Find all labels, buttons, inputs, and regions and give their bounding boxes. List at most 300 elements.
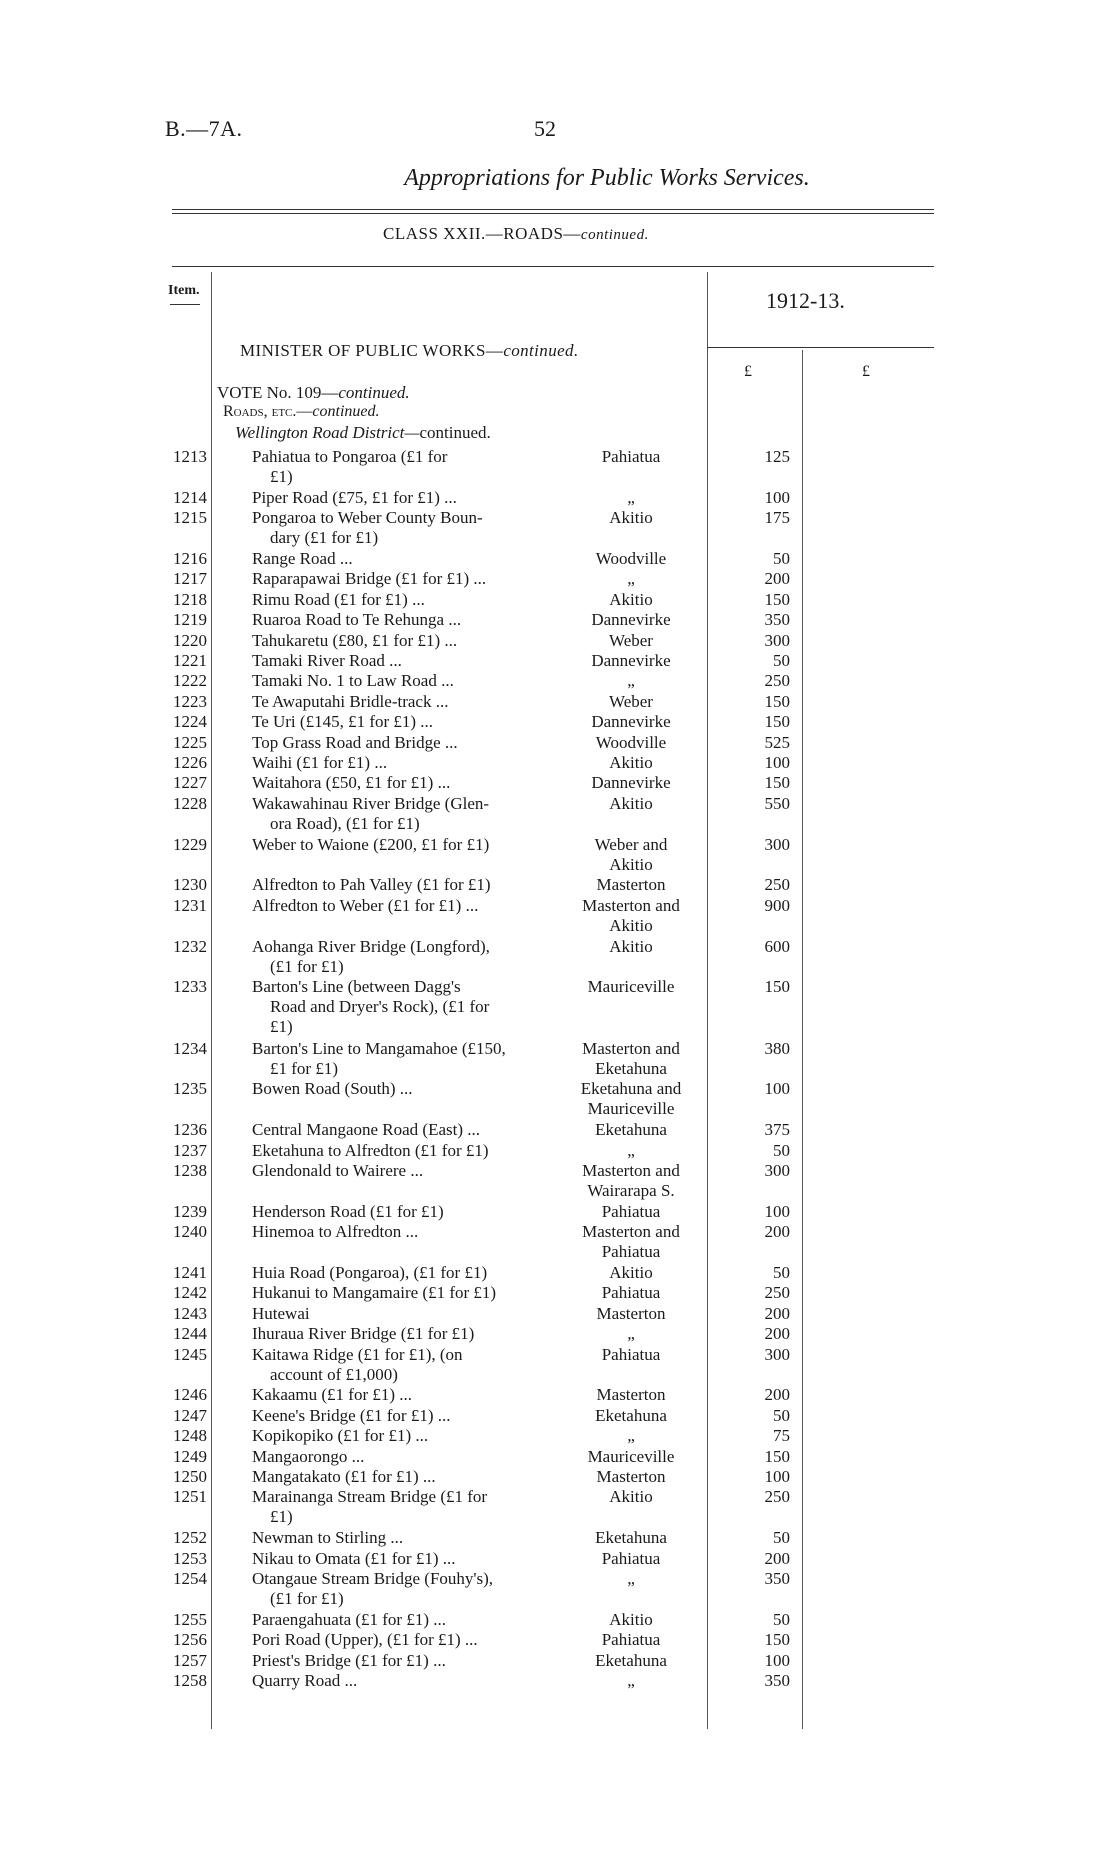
item-location <box>566 1426 696 1446</box>
location-line: Pahiatua <box>601 1630 661 1650</box>
item-description <box>252 1528 574 1548</box>
item-location <box>566 1202 696 1222</box>
location-line: Dannevirke <box>591 773 671 793</box>
item-amount: 300 <box>764 1344 790 1364</box>
location-line: „ <box>627 1426 635 1446</box>
document-code: B.—7A. <box>165 116 243 141</box>
district-suffix: continued. <box>419 423 491 442</box>
location-line: Akitio <box>609 1609 653 1629</box>
item-number: 1242 <box>173 1283 207 1303</box>
item-number: 1239 <box>173 1201 207 1221</box>
location-line: „ <box>627 1569 635 1588</box>
item-amount: 300 <box>764 630 790 650</box>
currency-right: £ <box>862 363 870 380</box>
item-location <box>566 1467 696 1487</box>
item-description <box>252 1610 574 1630</box>
item-location <box>566 1222 696 1262</box>
description-line: Kopikopiko (£1 for £1) ... <box>252 1426 429 1446</box>
location-line: Masterton <box>596 1467 666 1486</box>
description-line: Rimu Road (£1 for £1) ... <box>252 589 425 609</box>
location-line: Dannevirke <box>591 651 671 670</box>
item-location <box>566 712 696 732</box>
location-line: Eketahuna <box>595 1528 667 1548</box>
location-line: „ <box>627 671 635 691</box>
year-heading: 1912-13. <box>766 288 845 313</box>
item-location <box>566 937 696 957</box>
item-amount: 350 <box>764 1569 790 1588</box>
item-location <box>566 773 696 793</box>
description-line: Otangaue Stream Bridge (Fouhy's), <box>252 1569 494 1588</box>
district-heading <box>235 423 491 443</box>
item-amount: 100 <box>764 1201 790 1221</box>
item-number: 1222 <box>173 671 207 691</box>
location-line: Pahiatua <box>601 1201 661 1221</box>
class-heading-main: CLASS XXII.—ROADS— <box>383 224 581 243</box>
item-location <box>566 590 696 610</box>
item-amount: 150 <box>764 1630 790 1650</box>
location-line: Masterton and <box>582 895 680 915</box>
item-number: 1257 <box>173 1650 207 1670</box>
item-number: 1244 <box>173 1324 207 1344</box>
title-rule-double <box>172 213 934 214</box>
location-line: Dannevirke <box>591 610 671 630</box>
location-line: Akitio <box>609 508 653 528</box>
item-description <box>252 753 574 773</box>
description-line: Ruaroa Road to Te Rehunga ... <box>252 610 462 630</box>
description-line: Te Awaputahi Bridle-track ... <box>252 691 449 711</box>
location-line: Weber <box>609 691 653 711</box>
description-line: Marainanga Stream Bridge (£1 for <box>252 1487 488 1507</box>
item-amount: 50 <box>773 1140 790 1160</box>
item-description <box>252 773 574 793</box>
item-amount: 100 <box>764 487 790 507</box>
description-line: Alfredton to Weber (£1 for £1) ... <box>252 895 479 915</box>
item-location <box>566 1345 696 1365</box>
item-location <box>566 896 696 936</box>
description-line: Pori Road (Upper), (£1 for £1) ... <box>252 1630 478 1650</box>
item-amount: 200 <box>764 1385 790 1405</box>
item-amount: 150 <box>764 712 790 732</box>
item-location <box>566 447 696 467</box>
item-amount: 200 <box>764 1222 790 1242</box>
item-amount: 250 <box>764 1487 790 1507</box>
description-line: Hinemoa to Alfredton ... <box>252 1222 419 1242</box>
item-number: 1220 <box>173 630 207 650</box>
item-location <box>566 631 696 651</box>
location-line: Akitio <box>609 1263 653 1282</box>
item-amount: 350 <box>764 1671 790 1690</box>
item-description <box>252 1406 574 1426</box>
description-line: Central Mangaone Road (East) ... <box>252 1120 481 1140</box>
item-description <box>252 1630 574 1650</box>
item-description <box>252 896 574 916</box>
description-line: Te Uri (£145, £1 for £1) ... <box>252 712 434 732</box>
item-description <box>252 1039 574 1079</box>
item-description <box>252 1549 574 1569</box>
location-line: „ <box>627 1671 635 1690</box>
item-description <box>252 1324 574 1344</box>
description-line: (£1 for £1) <box>270 956 344 976</box>
item-description <box>252 1222 574 1242</box>
item-location <box>566 1528 696 1548</box>
vote-heading <box>217 383 410 403</box>
page-title: Appropriations for Public Works Services. <box>404 165 810 191</box>
description-line: Tahukaretu (£80, £1 for £1) ... <box>252 630 458 650</box>
location-line: Akitio <box>609 589 653 609</box>
item-description <box>252 1263 574 1283</box>
item-location <box>566 977 696 997</box>
description-line: Ihuraua River Bridge (£1 for £1) <box>252 1324 475 1344</box>
item-amount: 150 <box>764 589 790 609</box>
location-line: Woodville <box>595 732 667 752</box>
item-description <box>252 651 574 671</box>
item-number: 1230 <box>173 875 207 895</box>
item-amount: 50 <box>773 1405 790 1425</box>
item-number: 1213 <box>173 447 207 466</box>
description-line: Alfredton to Pah Valley (£1 for £1) <box>252 875 491 895</box>
item-amount: 200 <box>764 1303 790 1323</box>
item-location <box>566 875 696 895</box>
item-number: 1255 <box>173 1609 207 1629</box>
vote-suffix: continued. <box>338 383 410 402</box>
item-number: 1225 <box>173 732 207 752</box>
item-description <box>252 1651 574 1671</box>
item-amount: 50 <box>773 1528 790 1548</box>
item-location <box>566 1385 696 1405</box>
item-description <box>252 1426 574 1446</box>
description-line: Nikau to Omata (£1 for £1) ... <box>252 1548 456 1568</box>
item-amount: 525 <box>764 732 790 752</box>
item-amount: 900 <box>764 895 790 915</box>
description-line: Aohanga River Bridge (Longford), <box>252 936 490 956</box>
description-line: Pongaroa to Weber County Boun- <box>252 508 483 528</box>
item-description <box>252 794 574 834</box>
item-description <box>252 610 574 630</box>
location-line: Eketahuna <box>595 1058 667 1078</box>
description-line: Henderson Road (£1 for £1) <box>252 1201 444 1221</box>
item-location <box>566 610 696 630</box>
description-line: ora Road), (£1 for £1) <box>270 813 420 833</box>
location-line: Wairarapa S. <box>587 1181 675 1200</box>
item-description <box>252 692 574 712</box>
roads-suffix: continued. <box>312 403 380 420</box>
item-number: 1219 <box>173 610 207 630</box>
location-line: Eketahuna and <box>580 1079 682 1099</box>
location-line: Mauriceville <box>587 1446 675 1466</box>
item-location <box>566 1671 696 1691</box>
location-line: Akitio <box>609 793 653 813</box>
item-number: 1256 <box>173 1630 207 1650</box>
item-location <box>566 794 696 814</box>
description-line: Barton's Line (between Dagg's <box>252 977 461 997</box>
item-location <box>566 1324 696 1344</box>
description-line: Waitahora (£50, £1 for £1) ... <box>252 773 451 793</box>
item-amount: 250 <box>764 671 790 691</box>
description-line: Huia Road (Pongaroa), (£1 for £1) <box>252 1263 488 1282</box>
page-number: 52 <box>534 116 556 141</box>
location-line: Masterton <box>596 1303 666 1323</box>
item-description <box>252 590 574 610</box>
item-number: 1223 <box>173 691 207 711</box>
currency-left: £ <box>744 363 752 380</box>
item-number: 1248 <box>173 1426 207 1446</box>
item-amount: 250 <box>764 875 790 895</box>
item-location <box>566 835 696 875</box>
item-location <box>566 1039 696 1079</box>
location-line: „ <box>627 569 635 589</box>
item-number: 1237 <box>173 1140 207 1160</box>
item-amount: 250 <box>764 1283 790 1303</box>
item-description <box>252 1487 574 1527</box>
item-number: 1238 <box>173 1161 207 1180</box>
item-number: 1251 <box>173 1487 207 1507</box>
description-line: Keene's Bridge (£1 for £1) ... <box>252 1405 451 1425</box>
item-description <box>252 977 574 1037</box>
location-line: Mauriceville <box>587 977 675 997</box>
location-line: „ <box>627 1324 635 1344</box>
item-amount: 300 <box>764 1161 790 1180</box>
location-line: Masterton and <box>582 1161 680 1180</box>
item-description <box>252 1569 574 1609</box>
description-line: Barton's Line to Mangamahoe (£150, <box>252 1038 506 1058</box>
item-amount: 125 <box>764 447 790 466</box>
item-column-divider <box>211 272 212 1729</box>
roads-heading <box>223 403 380 421</box>
location-line: Pahiatua <box>601 1344 661 1364</box>
description-line: Quarry Road ... <box>252 1671 358 1690</box>
roads-main: Roads, etc.— <box>223 403 313 420</box>
item-description <box>252 1304 574 1324</box>
item-number: 1224 <box>173 712 207 732</box>
item-number: 1250 <box>173 1467 207 1486</box>
location-line: Masterton <box>596 875 666 895</box>
description-line: £1) <box>270 467 293 486</box>
item-number: 1252 <box>173 1528 207 1548</box>
item-number: 1241 <box>173 1263 207 1282</box>
item-location <box>566 1120 696 1140</box>
item-description <box>252 1202 574 1222</box>
location-line: Pahiatua <box>601 447 661 466</box>
ministry-suffix: continued. <box>503 341 579 360</box>
item-amount: 150 <box>764 691 790 711</box>
item-location <box>566 692 696 712</box>
item-amount: 550 <box>764 793 790 813</box>
item-number: 1253 <box>173 1548 207 1568</box>
item-location <box>566 1447 696 1467</box>
item-description <box>252 733 574 753</box>
item-number: 1232 <box>173 936 207 956</box>
item-amount: 100 <box>764 1650 790 1670</box>
description-line: Eketahuna to Alfredton (£1 for £1) <box>252 1140 489 1160</box>
item-description <box>252 549 574 569</box>
item-location <box>566 1487 696 1507</box>
item-location <box>566 1304 696 1324</box>
location-line: Eketahuna <box>595 1650 667 1670</box>
item-description <box>252 1385 574 1405</box>
item-location <box>566 488 696 508</box>
location-line: Eketahuna <box>595 1405 667 1425</box>
description-line: Mangatakato (£1 for £1) ... <box>252 1467 436 1486</box>
location-line: Pahiatua <box>601 1242 661 1262</box>
item-location <box>566 671 696 691</box>
description-line: (£1 for £1) <box>270 1589 344 1608</box>
item-location <box>566 1141 696 1161</box>
description-line: Kakaamu (£1 for £1) ... <box>252 1385 413 1405</box>
location-line: Mauriceville <box>587 1099 675 1119</box>
item-number: 1216 <box>173 549 207 568</box>
location-line: Weber <box>609 630 653 650</box>
description-line: Tamaki No. 1 to Law Road ... <box>252 671 454 691</box>
description-line: Newman to Stirling ... <box>252 1528 404 1548</box>
item-number: 1227 <box>173 773 207 793</box>
location-line: Eketahuna <box>595 1120 667 1140</box>
item-amount: 175 <box>764 508 790 528</box>
table-top-rule <box>172 266 934 267</box>
item-number: 1247 <box>173 1405 207 1425</box>
description-line: £1) <box>270 1017 293 1037</box>
item-location <box>566 1549 696 1569</box>
item-amount: 200 <box>764 1548 790 1568</box>
item-number: 1249 <box>173 1446 207 1466</box>
item-number: 1221 <box>173 651 207 670</box>
item-description <box>252 1120 574 1140</box>
item-description <box>252 1283 574 1303</box>
item-amount: 100 <box>764 1079 790 1099</box>
item-amount: 100 <box>764 753 790 772</box>
location-line: Akitio <box>609 936 653 956</box>
location-line: „ <box>627 487 635 507</box>
item-amount: 350 <box>764 610 790 630</box>
item-number: 1218 <box>173 589 207 609</box>
description-line: Waihi (£1 for £1) ... <box>252 753 388 772</box>
item-description <box>252 1447 574 1467</box>
item-amount: 375 <box>764 1120 790 1140</box>
class-heading-suffix: continued. <box>580 227 649 243</box>
location-line: Akitio <box>609 753 653 772</box>
item-description <box>252 1671 574 1691</box>
location-line: Pahiatua <box>601 1548 661 1568</box>
item-amount: 100 <box>764 1467 790 1486</box>
title-rule <box>172 209 934 210</box>
item-description <box>252 712 574 732</box>
subtotal-column-divider <box>802 350 803 1729</box>
item-number: 1215 <box>173 508 207 528</box>
item-description <box>252 447 574 487</box>
item-location <box>566 508 696 528</box>
item-number: 1217 <box>173 569 207 589</box>
item-number: 1234 <box>173 1038 207 1058</box>
item-description <box>252 875 574 895</box>
item-amount: 50 <box>773 549 790 568</box>
item-description <box>252 1079 574 1099</box>
item-number: 1233 <box>173 977 207 997</box>
description-line: Hukanui to Mangamaire (£1 for £1) <box>252 1283 497 1303</box>
item-description <box>252 1161 574 1181</box>
item-location <box>566 651 696 671</box>
location-line: Masterton <box>596 1385 666 1405</box>
item-number: 1258 <box>173 1671 207 1690</box>
description-line: Priest's Bridge (£1 for £1) ... <box>252 1650 446 1670</box>
class-heading <box>383 224 649 244</box>
item-number: 1236 <box>173 1120 207 1140</box>
item-location <box>566 1283 696 1303</box>
location-line: Weber and <box>594 834 668 854</box>
item-location <box>566 753 696 773</box>
location-line: Masterton and <box>582 1038 680 1058</box>
item-label-rule <box>170 304 200 305</box>
location-line: Woodville <box>595 549 667 568</box>
item-number: 1226 <box>173 753 207 772</box>
item-amount: 150 <box>764 1446 790 1466</box>
item-number: 1235 <box>173 1079 207 1099</box>
description-line: Glendonald to Wairere ... <box>252 1161 424 1180</box>
item-number: 1240 <box>173 1222 207 1242</box>
description-line: Bowen Road (South) ... <box>252 1079 413 1099</box>
location-line: Pahiatua <box>601 1283 661 1303</box>
item-amount: 50 <box>773 651 790 670</box>
item-location <box>566 549 696 569</box>
item-description <box>252 937 574 977</box>
description-line: Paraengahuata (£1 for £1) ... <box>252 1609 447 1629</box>
description-line: Kaitawa Ridge (£1 for £1), (on <box>252 1344 463 1364</box>
description-line: £1 for £1) <box>270 1058 338 1078</box>
description-line: Road and Dryer's Rock), (£1 for <box>270 997 490 1017</box>
item-number: 1229 <box>173 834 207 854</box>
item-number: 1214 <box>173 487 207 507</box>
item-description <box>252 631 574 651</box>
vote-main: VOTE No. 109— <box>217 383 339 402</box>
item-location <box>566 1651 696 1671</box>
description-line: Range Road ... <box>252 549 353 568</box>
item-location <box>566 1569 696 1589</box>
item-number: 1243 <box>173 1303 207 1323</box>
location-line: „ <box>627 1140 635 1160</box>
district-main: Wellington Road District— <box>235 423 420 442</box>
location-line: Masterton and <box>582 1222 680 1242</box>
description-line: Pahiatua to Pongaroa (£1 for <box>252 447 448 466</box>
item-location <box>566 1161 696 1201</box>
item-number: 1254 <box>173 1569 207 1588</box>
item-amount: 300 <box>764 834 790 854</box>
item-amount: 200 <box>764 569 790 589</box>
item-amount: 75 <box>773 1426 790 1446</box>
description-line: account of £1,000) <box>270 1364 398 1384</box>
item-amount: 50 <box>773 1263 790 1282</box>
item-location <box>566 1630 696 1650</box>
item-description <box>252 508 574 548</box>
description-line: Tamaki River Road ... <box>252 651 402 670</box>
year-rule <box>707 347 934 348</box>
item-amount: 50 <box>773 1609 790 1629</box>
item-amount: 150 <box>764 977 790 997</box>
location-line: Akitio <box>609 854 653 874</box>
ministry-main: MINISTER OF PUBLIC WORKS— <box>240 341 504 360</box>
item-description <box>252 835 574 855</box>
description-line: Raparapawai Bridge (£1 for £1) ... <box>252 569 487 589</box>
item-description <box>252 488 574 508</box>
description-line: Mangaorongo ... <box>252 1446 365 1466</box>
item-location <box>566 1263 696 1283</box>
item-location <box>566 1610 696 1630</box>
location-line: Akitio <box>609 915 653 935</box>
ministry-heading <box>240 341 579 361</box>
item-number: 1246 <box>173 1385 207 1405</box>
item-amount: 380 <box>764 1038 790 1058</box>
description-line: dary (£1 for £1) <box>270 528 379 548</box>
item-number: 1228 <box>173 793 207 813</box>
item-location <box>566 1406 696 1426</box>
location-line: Akitio <box>609 1487 653 1507</box>
